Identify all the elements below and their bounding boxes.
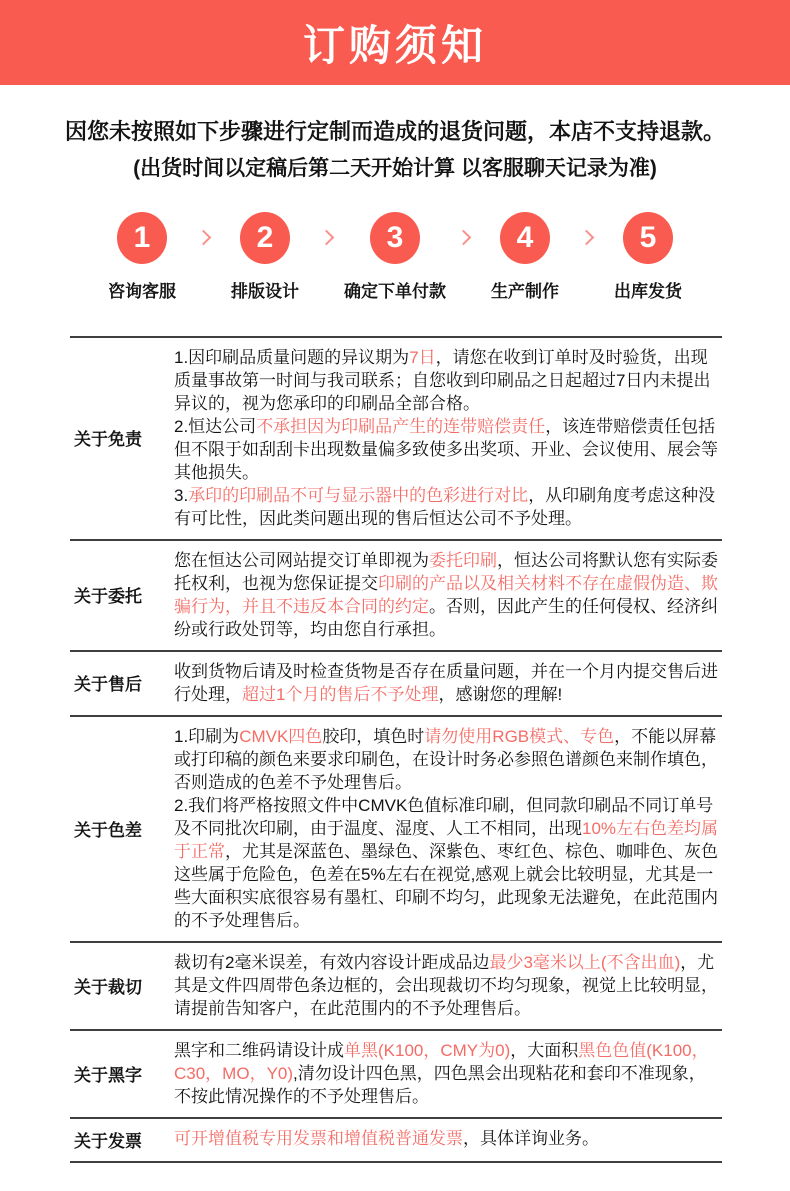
step-label: 确定下单付款 [344, 281, 446, 301]
body-text: 3. [174, 485, 189, 505]
highlight-text: 委托印刷 [429, 550, 497, 570]
step-label: 排版设计 [231, 281, 299, 301]
highlight-text: 可开增值税专用发票和增值税普通发票 [174, 1128, 463, 1148]
row-label: 关于免责 [74, 430, 142, 450]
highlight-text: 承印的印刷品不可与显示器中的色彩进行对比 [188, 485, 529, 505]
table-row [70, 943, 722, 1031]
row-content [174, 1127, 722, 1152]
highlight-text: 单黑(K100，CMY为0) [344, 1040, 511, 1060]
body-text: 2.我们将严格按照文件中CMVK色值标准印刷，但同款印刷品不同订单号及不同批次印刷，由于温度、湿度、人工不相同，出现 [174, 795, 714, 838]
highlight-text: 超过1个月的售后不予处理 [242, 684, 439, 704]
body-text: 裁切有2毫米误差，有效内容设计距成品边 [174, 952, 490, 972]
intro-line-2: (出货时间以定稿后第二天开始计算 以客服聊天记录为准) [133, 156, 657, 180]
paragraph [174, 660, 722, 706]
step-1 [98, 212, 186, 302]
chevron-right-icon [196, 230, 212, 246]
body-text: 黑字和二维码请设计成 [174, 1040, 344, 1060]
body-text: ，不能以屏幕或打印稿的颜色来要求印刷色，在设计时务必参照色谱颜色来制作填色，否则造成的色差不予处理售后。 [174, 726, 718, 792]
table-row [70, 1119, 722, 1161]
step-4 [481, 212, 569, 302]
steps-row [0, 212, 790, 302]
step-number-badge: 4 [500, 212, 550, 264]
highlight-text: CMVK四色 [239, 726, 323, 746]
step-2 [221, 212, 309, 302]
step-number-badge: 1 [117, 212, 167, 264]
body-text: 胶印，填色时 [322, 726, 425, 746]
row-label: 关于委托 [74, 587, 142, 607]
body-text: ，尤其是文件四周带色条边框的，会出现裁切不均匀现象，视觉上比较明显，请提前告知客户，在此范围内的不予处理售后。 [174, 952, 718, 1018]
table-row [70, 338, 722, 541]
highlight-text: 10%左右色差均属于正常 [174, 818, 719, 861]
row-label: 关于黑字 [74, 1065, 142, 1085]
step-label: 咨询客服 [108, 281, 176, 301]
paragraph [174, 794, 722, 932]
body-text: ，具体详询业务。 [463, 1128, 599, 1148]
step-3 [344, 212, 446, 302]
row-label: 关于发票 [74, 1131, 142, 1151]
table-row [70, 1031, 722, 1119]
table-row [70, 717, 722, 943]
paragraph [174, 1039, 722, 1108]
highlight-text: 黑色色值(K100，C30，MO，Y0) [174, 1040, 709, 1083]
paragraph [174, 725, 722, 794]
body-text: 1.印刷为 [174, 726, 240, 746]
chevron-right-icon [456, 230, 472, 246]
notice-banner [0, 0, 790, 85]
body-text: ，请您在收到订单时及时验货，出现质量事故第一时间与我司联系；自您收到印刷品之日起超过7日内未提出异议的，视为您承印的印刷品全部合格。 [174, 347, 711, 413]
page-title: 订购须知 [302, 21, 487, 69]
body-text: 收到货物后请及时检查货物是否存在质量问题，并在一个月内提交售后进行处理， [174, 661, 718, 704]
paragraph [174, 346, 722, 415]
notice-table [70, 336, 722, 1163]
paragraph [174, 415, 722, 484]
row-label: 关于售后 [74, 675, 142, 695]
body-text: ,清勿设计四色黑，四色黑会出现粘花和套印不准现象，不按此情况操作的不予处理售后。 [174, 1063, 706, 1106]
body-text: ，该连带赔偿责任包括但不限于如刮刮卡出现数量偏多致使多出奖项、开业、会议使用、展会等其他损失。 [174, 416, 718, 482]
row-content [174, 951, 722, 1020]
paragraph [174, 1127, 722, 1150]
table-row [70, 541, 722, 652]
table-row [70, 652, 722, 717]
chevron-right-icon [319, 230, 335, 246]
row-content [174, 549, 722, 641]
row-content [174, 346, 722, 530]
row-label: 关于色差 [74, 820, 142, 840]
body-text: ，感谢您的理解! [438, 684, 563, 704]
body-text: ，从印刷角度考虑这种没有可比性，因此类问题出现的售后恒达公司不予处理。 [174, 485, 716, 528]
step-number-badge: 5 [623, 212, 673, 264]
row-content [174, 1039, 722, 1108]
highlight-text: 7日 [409, 347, 436, 367]
chevron-right-icon [579, 230, 595, 246]
row-label: 关于裁切 [74, 977, 142, 997]
step-number-badge: 2 [240, 212, 290, 264]
paragraph [174, 484, 722, 530]
row-content [174, 725, 722, 932]
body-text: 。否则，因此产生的任何侵权、经济纠纷或行政处罚等，均由您自行承担。 [174, 596, 718, 639]
body-text: ，大面积 [510, 1040, 579, 1060]
body-text: ，尤其是深蓝色、墨绿色、深紫色、枣红色、棕色、咖啡色、灰色这些属于危险色，色差在5%左右在视觉,感观上就会比较明显，尤其是一些大面积实底很容易有墨杠、印刷不均匀，此现象无法避免，在此范围内的不予处理售后。 [174, 841, 718, 930]
row-content [174, 660, 722, 706]
highlight-text: 不承担因为印刷品产生的连带赔偿责任 [256, 416, 546, 436]
paragraph [174, 951, 722, 1020]
body-text: ，恒达公司将默认您有实际委托权利，也视为您保证提交 [174, 550, 718, 593]
highlight-text: 最少3毫米以上(不含出血) [489, 952, 681, 972]
step-label: 生产制作 [491, 281, 559, 301]
highlight-text: 印刷的产品以及相关材料不存在虚假伪造、欺骗行为，并且不违反本合同的约定 [174, 573, 718, 616]
paragraph [174, 549, 722, 641]
footer-spacer [0, 1163, 790, 1191]
step-5 [604, 212, 692, 302]
highlight-text: 请勿使用RGB模式、专色 [424, 726, 615, 746]
step-label: 出库发货 [614, 281, 682, 301]
body-text: 1.因印刷品质量问题的异议期为 [174, 347, 410, 367]
intro-text [0, 118, 790, 182]
body-text: 2.恒达公司 [174, 416, 257, 436]
intro-line-1: 因您未按照如下步骤进行定制而造成的退货问题，本店不支持退款。 [64, 119, 725, 144]
body-text: 您在恒达公司网站提交订单即视为 [174, 550, 429, 570]
step-number-badge: 3 [370, 212, 420, 264]
